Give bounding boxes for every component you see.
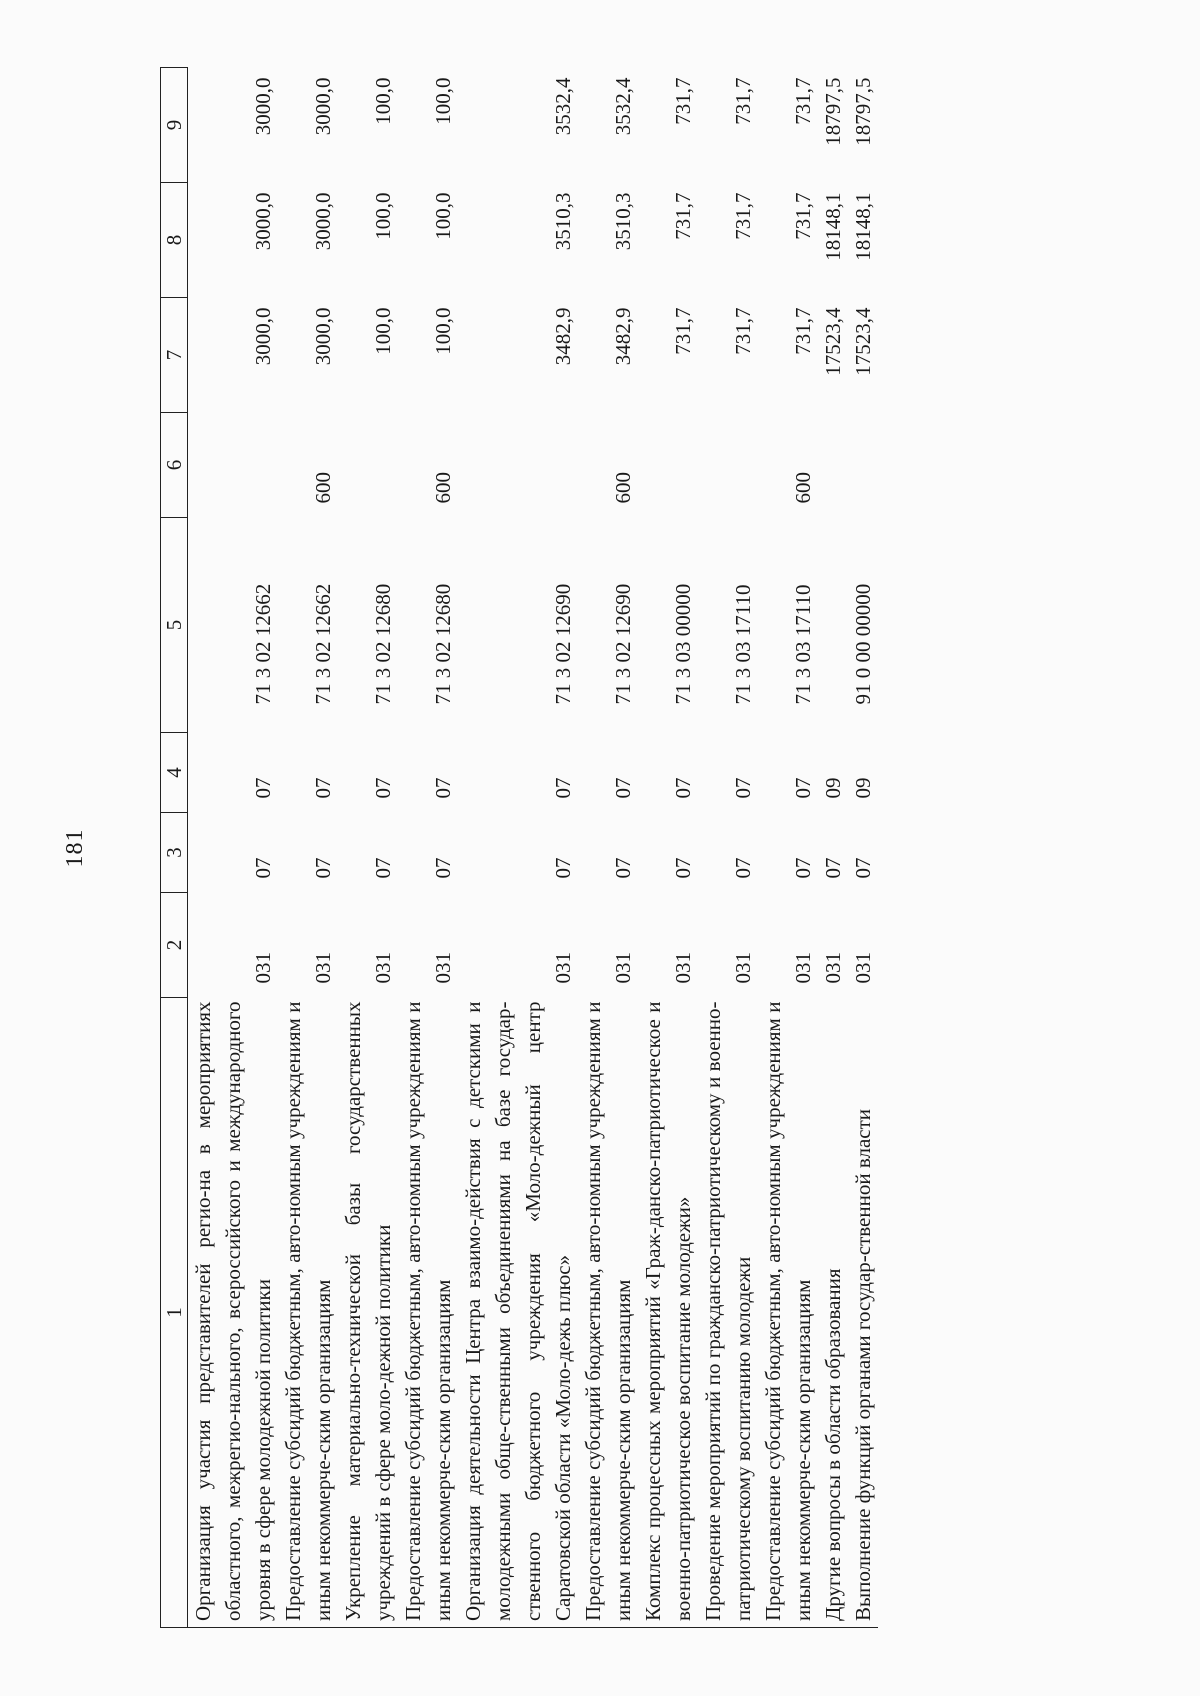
cell-amount-3: 731,7 (791, 77, 815, 125)
cell-amount-3: 3532,4 (611, 77, 635, 136)
header-cell: 8 (161, 183, 188, 298)
cell-ministry: 031 (551, 952, 575, 984)
cell-amount-3: 100,0 (431, 77, 455, 125)
table-row (338, 68, 398, 1628)
cell-target-article: 71 3 03 17110 (791, 584, 815, 705)
cell-target-article: 71 3 02 12662 (311, 583, 335, 705)
row-name: Предоставление субсидий бюджетным, авто-номным учреждениям и иным некоммерче-ским организациям (278, 998, 338, 1628)
table-row (398, 68, 458, 1628)
row-name: Организация участия представителей регио-на в мероприятиях областного, межрегио-нального, всероссийского и международного уровня в сфере молодежной политики (188, 998, 279, 1628)
cell-section: 07 (821, 857, 845, 879)
cell-target-article: 71 3 03 17110 (731, 584, 755, 705)
cell-amount-2: 18148,1 (851, 192, 875, 261)
cell-amount-1: 731,7 (671, 307, 695, 355)
cell-expense-type: 600 (311, 472, 335, 504)
table-row (578, 68, 638, 1628)
cell-amount-3: 3000,0 (311, 77, 335, 136)
row-name: Предоставление субсидий бюджетным, авто-номным учреждениям и иным некоммерче-ским организациям (758, 998, 818, 1628)
row-name: Организация деятельности Центра взаимо-действия с детскими и молодежными обще-ственными объединениями на базе государ-ственного бюджетного учреждения «Моло-дежный центр Саратовской области «Моло-дежь плюс» (458, 998, 578, 1628)
cell-expense-type (698, 413, 758, 518)
cell-amount-2: 731,7 (791, 192, 815, 240)
cell-expense-type (188, 413, 279, 518)
cell-amount-3: 3532,4 (551, 77, 575, 136)
cell-section: 07 (671, 857, 695, 879)
cell-subsection: 07 (791, 777, 815, 799)
page-number: 181 (62, 828, 88, 868)
cell-section: 07 (551, 857, 575, 879)
table-row (758, 68, 818, 1628)
cell-subsection: 07 (611, 777, 635, 799)
cell-amount-1: 3482,9 (611, 307, 635, 366)
cell-amount-2: 3510,3 (611, 192, 635, 251)
cell-expense-type (638, 413, 698, 518)
cell-amount-1: 3000,0 (251, 307, 275, 366)
row-name: Другие вопросы в области образования (818, 998, 848, 1628)
cell-target-article (818, 518, 848, 733)
cell-subsection: 09 (851, 777, 875, 799)
cell-amount-2: 100,0 (431, 192, 455, 240)
cell-ministry: 031 (431, 952, 455, 984)
header-cell: 6 (161, 413, 188, 518)
cell-amount-2: 100,0 (371, 192, 395, 240)
cell-expense-type: 600 (611, 472, 635, 504)
cell-subsection: 07 (371, 777, 395, 799)
cell-section: 07 (431, 857, 455, 879)
cell-amount-1: 100,0 (371, 307, 395, 355)
cell-expense-type: 600 (791, 472, 815, 504)
cell-expense-type (338, 413, 398, 518)
cell-amount-1: 17523,4 (851, 307, 875, 376)
cell-amount-3: 100,0 (371, 77, 395, 125)
cell-amount-1: 731,7 (731, 307, 755, 355)
cell-subsection: 07 (431, 777, 455, 799)
cell-section: 07 (731, 857, 755, 879)
table-row (278, 68, 338, 1628)
cell-target-article: 71 3 02 12680 (371, 583, 395, 705)
cell-amount-1: 100,0 (431, 307, 455, 355)
header-cell: 7 (161, 298, 188, 413)
cell-ministry: 031 (731, 952, 755, 984)
row-name: Укрепление материально-технической базы государственных учреждений в сфере моло-дежной политики (338, 998, 398, 1628)
cell-amount-3: 18797,5 (821, 77, 845, 146)
cell-amount-2: 3000,0 (251, 192, 275, 251)
header-cell: 2 (161, 893, 188, 998)
cell-section: 07 (371, 857, 395, 879)
header-row (161, 68, 188, 1628)
cell-target-article: 71 3 03 00000 (671, 583, 695, 705)
rotated-table-area (62, 68, 1060, 1628)
cell-ministry: 031 (611, 952, 635, 984)
cell-amount-2: 18148,1 (821, 192, 845, 261)
cell-subsection: 07 (251, 777, 275, 799)
header-cell: 3 (161, 813, 188, 893)
row-name: Проведение мероприятий по гражданско-патриотическому и военно-патриотическому воспитанию молодежи (698, 998, 758, 1628)
cell-amount-3: 18797,5 (851, 77, 875, 146)
cell-expense-type (848, 413, 878, 518)
table-row (698, 68, 758, 1628)
cell-section: 07 (251, 857, 275, 879)
cell-ministry: 031 (671, 952, 695, 984)
cell-amount-3: 731,7 (731, 77, 755, 125)
table-row (188, 68, 279, 1628)
cell-subsection: 07 (731, 777, 755, 799)
cell-target-article: 71 3 02 12690 (611, 583, 635, 705)
header-cell: 1 (161, 998, 188, 1628)
cell-section: 07 (611, 857, 635, 879)
cell-ministry: 031 (821, 952, 845, 984)
cell-ministry: 031 (851, 952, 875, 984)
header-cell: 9 (161, 68, 188, 183)
table-row (818, 68, 848, 1628)
table-row (848, 68, 878, 1628)
cell-amount-2: 731,7 (671, 192, 695, 240)
cell-ministry: 031 (371, 952, 395, 984)
row-name: Предоставление субсидий бюджетным, авто-номным учреждениям и иным некоммерче-ским организациям (578, 998, 638, 1628)
table-row (638, 68, 698, 1628)
row-name: Комплекс процессных мероприятий «Граж-данско-патриотическое и военно-патриотическое воспитание молодежи» (638, 998, 698, 1628)
row-name: Выполнение функций органами государ-ственной власти (848, 998, 878, 1628)
cell-target-article: 71 3 02 12680 (431, 583, 455, 705)
cell-section: 07 (851, 857, 875, 879)
cell-expense-type (458, 413, 578, 518)
cell-expense-type (818, 413, 848, 518)
cell-subsection: 07 (551, 777, 575, 799)
cell-ministry: 031 (251, 952, 275, 984)
cell-amount-2: 731,7 (731, 192, 755, 240)
header-cell: 5 (161, 518, 188, 733)
cell-amount-2: 3000,0 (311, 192, 335, 251)
cell-target-article: 71 3 02 12662 (251, 583, 275, 705)
cell-section: 07 (311, 857, 335, 879)
cell-amount-1: 731,7 (791, 307, 815, 355)
cell-amount-3: 3000,0 (251, 77, 275, 136)
cell-subsection: 07 (671, 777, 695, 799)
cell-ministry: 031 (311, 952, 335, 984)
cell-expense-type: 600 (431, 472, 455, 504)
table-row (458, 68, 578, 1628)
cell-target-article: 91 0 00 00000 (851, 583, 875, 705)
row-name: Предоставление субсидий бюджетным, авто-номным учреждениям и иным некоммерче-ским организациям (398, 998, 458, 1628)
cell-subsection: 07 (311, 777, 335, 799)
cell-section: 07 (791, 857, 815, 879)
budget-table (160, 67, 878, 1628)
cell-amount-3: 731,7 (671, 77, 695, 125)
cell-ministry: 031 (791, 952, 815, 984)
cell-amount-1: 3000,0 (311, 307, 335, 366)
cell-subsection: 09 (821, 777, 845, 799)
cell-amount-2: 3510,3 (551, 192, 575, 251)
header-cell: 4 (161, 733, 188, 813)
cell-amount-1: 3482,9 (551, 307, 575, 366)
cell-target-article: 71 3 02 12690 (551, 583, 575, 705)
cell-amount-1: 17523,4 (821, 307, 845, 376)
